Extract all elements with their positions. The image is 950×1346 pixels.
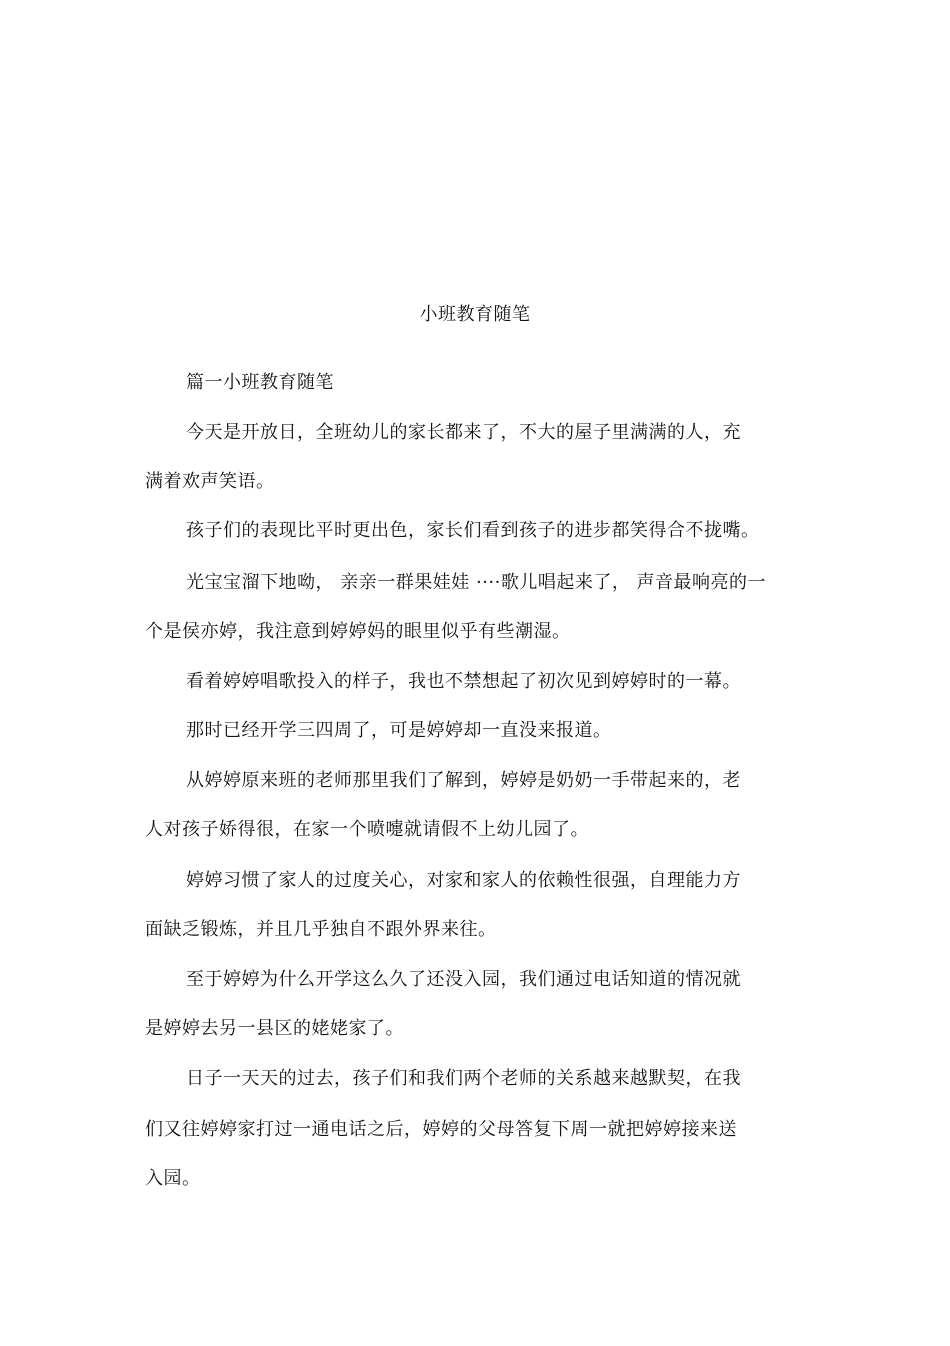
paragraph-line: 从婷婷原来班的老师那里我们了解到，婷婷是奶奶一手带起来的，老 [186,770,741,791]
paragraph-line: 满着欢声笑语。 [145,471,275,492]
paragraph-line: 至于婷婷为什么开学这么久了还没入园，我们通过电话知道的情况就 [186,969,741,990]
paragraph-line: 人对孩子娇得很，在家一个喷嚏就请假不上幼儿园了。 [145,819,589,840]
paragraph-line: 今天是开放日，全班幼儿的家长都来了，不大的屋子里满满的人，充 [186,422,741,443]
paragraph-line: 是婷婷去另一县区的姥姥家了。 [145,1018,404,1039]
paragraph-line: 个是侯亦婷，我注意到婷婷妈的眼里似乎有些潮湿。 [145,621,571,642]
paragraph-line: 面缺乏锻炼，并且几乎独自不跟外界来往。 [145,919,497,940]
paragraph-line: 们又往婷婷家打过一通电话之后，婷婷的父母答复下周一就把婷婷接来送 [145,1119,737,1140]
paragraph-line: 光宝宝溜下地呦， 亲亲一群果娃娃 ····歌儿唱起来了， 声音最响亮的一 [186,572,767,593]
paragraph-line: 婷婷习惯了家人的过度关心，对家和家人的依赖性很强，自理能力方 [186,870,741,891]
page-title: 小班教育随笔 [419,304,531,325]
section-heading: 篇一小班教育随笔 [186,372,334,393]
paragraph-line: 孩子们的表现比平时更出色，家长们看到孩子的进步都笑得合不拢嘴。 [186,520,760,541]
paragraph-line: 日子一天天的过去，孩子们和我们两个老师的关系越来越默契，在我 [186,1068,741,1089]
paragraph-line: 那时已经开学三四周了，可是婷婷却一直没来报道。 [186,720,612,741]
paragraph-line: 看着婷婷唱歌投入的样子，我也不禁想起了初次见到婷婷时的一幕。 [186,671,741,692]
paragraph-line: 入园。 [145,1168,201,1189]
